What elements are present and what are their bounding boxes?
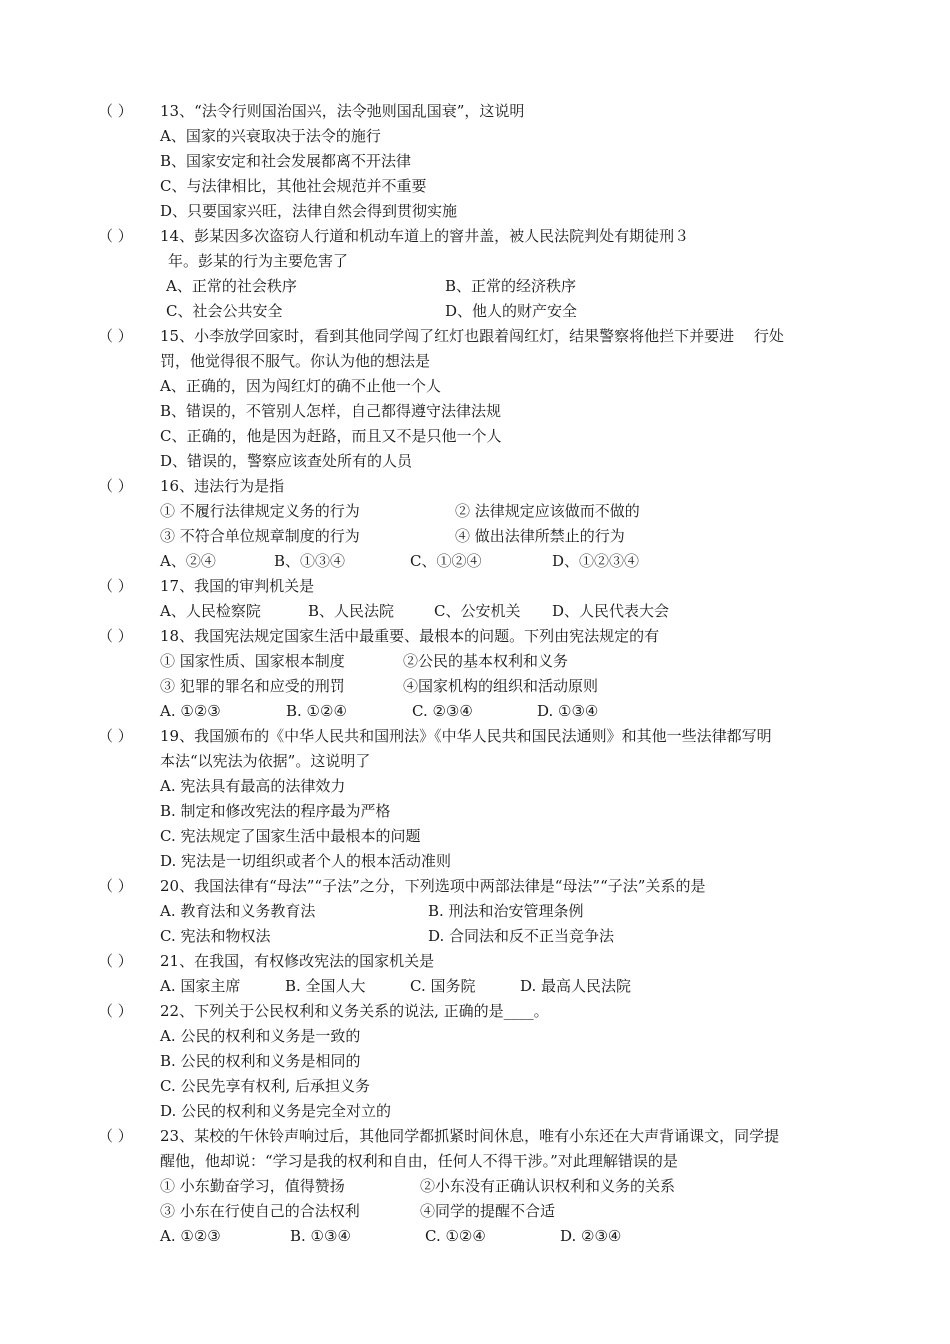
question-20-option-a: A. 教育法和义务教育法 (160, 902, 316, 920)
question-22-option-d: D. 公民的权利和义务是完全对立的 (160, 1102, 392, 1120)
question-16-item-1: ① 不履行法律规定义务的行为 (160, 502, 360, 520)
question-16-option-d: D、①②③④ (552, 552, 640, 570)
question-19-stem-cont: 本法“以宪法为依据”。这说明了 (160, 752, 371, 770)
question-16-item-3: ③ 不符合单位规章制度的行为 (160, 527, 360, 545)
question-21-option-b: B. 全国人大 (285, 977, 366, 995)
question-23-item-1: ① 小东勤奋学习，值得赞扬 (160, 1177, 345, 1195)
question-15-stem: 15、小李放学回家时，看到其他同学闯了红灯也跟着闯红灯，结果警察将他拦下并要进 行处 (160, 327, 784, 345)
question-22-option-a: A. 公民的权利和义务是一致的 (160, 1027, 361, 1045)
question-20-option-b: B. 刑法和治安管理条例 (428, 902, 584, 920)
answer-bracket[interactable]: （ ） (98, 577, 133, 595)
question-19-option-b: B. 制定和修改宪法的程序最为严格 (160, 802, 391, 820)
question-18-option-c: C. ②③④ (412, 702, 473, 720)
answer-bracket[interactable]: （ ） (98, 627, 133, 645)
question-17-option-a: A、人民检察院 (160, 602, 261, 620)
question-16-option-a: A、②④ (160, 552, 216, 570)
question-23-option-a: A. ①②③ (160, 1227, 221, 1245)
question-23-option-c: C. ①②④ (425, 1227, 486, 1245)
question-22-stem: 22、下列关于公民权利和义务关系的说法, 正确的是____。 (160, 1002, 549, 1020)
question-17-option-b: B、人民法院 (308, 602, 395, 620)
question-23-option-d: D. ②③④ (560, 1227, 622, 1245)
question-17-option-c: C、公安机关 (434, 602, 521, 620)
question-14-option-d: D、他人的财产安全 (445, 302, 578, 320)
question-16-item-2: ② 法律规定应该做而不做的 (455, 502, 640, 520)
answer-bracket[interactable]: （ ） (98, 327, 133, 345)
question-22-option-c: C. 公民先享有权利, 后承担义务 (160, 1077, 371, 1095)
answer-bracket[interactable]: （ ） (98, 227, 133, 245)
question-14-option-c: C、社会公共安全 (166, 302, 283, 320)
question-14-stem-cont: 年。彭某的行为主要危害了 (168, 252, 349, 270)
question-18-item-4: ④国家机构的组织和活动原则 (403, 677, 599, 695)
question-19-option-a: A. 宪法具有最高的法律效力 (160, 777, 346, 795)
question-18-item-2: ②公民的基本权利和义务 (403, 652, 569, 670)
question-21-option-c: C. 国务院 (410, 977, 476, 995)
question-16-option-c: C、①②④ (410, 552, 482, 570)
question-23-stem-cont: 醒他，他却说：“学习是我的权利和自由，任何人不得干涉。”对此理解错误的是 (160, 1152, 678, 1170)
question-19-option-c: C. 宪法规定了国家生活中最根本的问题 (160, 827, 421, 845)
question-23-option-b: B. ①③④ (290, 1227, 351, 1245)
answer-bracket[interactable]: （ ） (98, 727, 133, 745)
question-15-stem-cont: 罚，他觉得很不服气。你认为他的想法是 (160, 352, 431, 370)
question-16-option-b: B、①③④ (274, 552, 346, 570)
question-23-item-3: ③ 小东在行使自己的合法权利 (160, 1202, 360, 1220)
answer-bracket[interactable]: （ ） (98, 1127, 133, 1145)
question-18-stem: 18、我国宪法规定国家生活中最重要、最根本的问题。下列由宪法规定的有 (160, 627, 660, 645)
question-23-stem: 23、某校的午休铃声响过后，其他同学都抓紧时间休息，唯有小东还在大声背诵课文，同学提 (160, 1127, 780, 1145)
question-17-stem: 17、我国的审判机关是 (160, 577, 315, 595)
question-13-option-a: A、国家的兴衰取决于法令的施行 (160, 127, 381, 145)
question-21-stem: 21、在我国，有权修改宪法的国家机关是 (160, 952, 435, 970)
question-18-item-1: ① 国家性质、国家根本制度 (160, 652, 345, 670)
question-16-stem: 16、违法行为是指 (160, 477, 285, 495)
question-14-option-b: B、正常的经济秩序 (445, 277, 577, 295)
answer-bracket[interactable]: （ ） (98, 102, 133, 120)
question-20-option-d: D. 合同法和反不正当竞争法 (428, 927, 615, 945)
question-13-option-c: C、与法律相比，其他社会规范并不重要 (160, 177, 427, 195)
question-13-option-d: D、只要国家兴旺，法律自然会得到贯彻实施 (160, 202, 458, 220)
answer-bracket[interactable]: （ ） (98, 877, 133, 895)
question-14-option-a: A、正常的社会秩序 (166, 277, 297, 295)
question-15-option-c: C、正确的，他是因为赶路，而且又不是只他一个人 (160, 427, 502, 445)
question-23-item-4: ④同学的提醒不合适 (420, 1202, 556, 1220)
question-15-option-b: B、错误的，不管别人怎样，自己都得遵守法律法规 (160, 402, 502, 420)
question-20-option-c: C. 宪法和物权法 (160, 927, 271, 945)
answer-bracket[interactable]: （ ） (98, 477, 133, 495)
question-18-item-3: ③ 犯罪的罪名和应受的刑罚 (160, 677, 345, 695)
answer-bracket[interactable]: （ ） (98, 952, 133, 970)
question-18-option-a: A. ①②③ (160, 702, 221, 720)
question-13-option-b: B、国家安定和社会发展都离不开法律 (160, 152, 412, 170)
question-23-item-2: ②小东没有正确认识权利和义务的关系 (420, 1177, 676, 1195)
question-21-option-d: D. 最高人民法院 (520, 977, 632, 995)
question-15-option-d: D、错误的，警察应该查处所有的人员 (160, 452, 413, 470)
question-17-option-d: D、人民代表大会 (552, 602, 670, 620)
question-19-stem: 19、我国颁布的《中华人民共和国刑法》《中华人民共和国民法通则》和其他一些法律都写明 (160, 727, 772, 745)
question-20-stem: 20、我国法律有“母法”“子法”之分，下列选项中两部法律是“母法”“子法”关系的是 (160, 877, 706, 895)
question-18-option-d: D. ①③④ (537, 702, 599, 720)
question-18-option-b: B. ①②④ (286, 702, 347, 720)
answer-bracket[interactable]: （ ） (98, 1002, 133, 1020)
question-22-option-b: B. 公民的权利和义务是相同的 (160, 1052, 361, 1070)
question-15-option-a: A、正确的，因为闯红灯的确不止他一个人 (160, 377, 441, 395)
question-14-stem: 14、彭某因多次盗窃人行道和机动车道上的窨井盖，被人民法院判处有期徒刑３ (160, 227, 690, 245)
question-21-option-a: A. 国家主席 (160, 977, 241, 995)
question-16-item-4: ④ 做出法律所禁止的行为 (455, 527, 625, 545)
question-19-option-d: D. 宪法是一切组织或者个人的根本活动准则 (160, 852, 452, 870)
question-13-stem: 13、“法令行则国治国兴，法令弛则国乱国衰”，这说明 (160, 102, 525, 120)
